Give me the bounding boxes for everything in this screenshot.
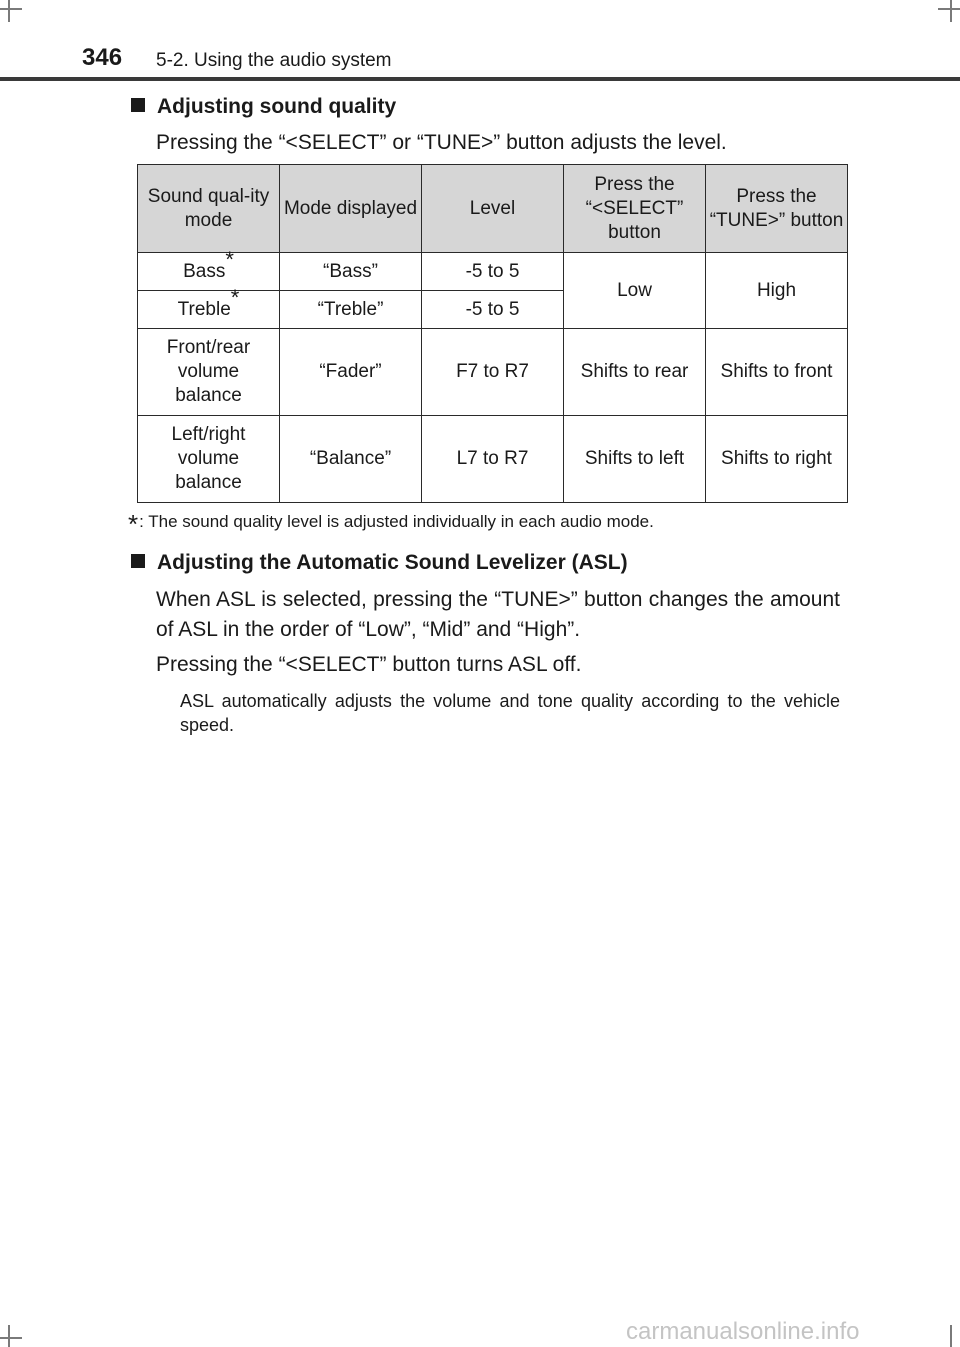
table-cell: “Treble” xyxy=(280,291,422,329)
crop-mark xyxy=(950,1325,952,1347)
cell-text: Treble xyxy=(177,298,231,320)
table-cell: Low xyxy=(564,253,706,329)
footnote-marker: * xyxy=(128,509,139,539)
footnote-marker: * xyxy=(225,247,234,273)
table-header: Press the “<SELECT” button xyxy=(564,165,706,253)
heading-asl xyxy=(131,551,628,575)
table-cell: F7 to R7 xyxy=(422,329,564,416)
watermark: carmanualsonline.info xyxy=(626,1318,860,1345)
page-number: 346 xyxy=(82,44,123,71)
table-cell xyxy=(138,285,280,329)
table-row xyxy=(138,253,848,291)
header-rule xyxy=(0,77,960,81)
square-bullet-icon xyxy=(131,98,145,112)
table-header: Mode displayed xyxy=(280,165,422,253)
crop-mark xyxy=(8,0,10,22)
crop-mark xyxy=(0,8,22,10)
cell-text: Bass xyxy=(183,260,226,282)
table-cell: Shifts to rear xyxy=(564,329,706,416)
table-header: Press the “TUNE>” button xyxy=(706,165,848,253)
crop-mark xyxy=(938,8,960,10)
sound-quality-table xyxy=(137,164,848,503)
footnote-text: : The sound quality level is adjusted individually in each audio mode. xyxy=(139,512,654,531)
table-cell: Shifts to front xyxy=(706,329,848,416)
asl-paragraph-1: When ASL is selected, pressing the “TUNE>” button changes the amount of ASL in the order of “Low”, “Mid” and “High”. xyxy=(156,588,840,641)
page-header xyxy=(0,44,960,84)
table-footnote xyxy=(128,509,654,539)
square-bullet-icon xyxy=(131,554,145,568)
table-cell xyxy=(138,247,280,291)
asl-paragraph-2: Pressing the “<SELECT” button turns ASL off. xyxy=(156,653,582,676)
crop-mark xyxy=(0,1337,22,1339)
table-cell: “Bass” xyxy=(280,253,422,291)
asl-note: ASL automatically adjusts the volume and tone quality according to the vehicle speed. xyxy=(180,691,840,735)
crop-mark xyxy=(8,1325,10,1347)
table-header-row xyxy=(138,165,848,253)
heading-text: Adjusting sound quality xyxy=(157,95,397,118)
table-row xyxy=(138,329,848,416)
footnote-marker: * xyxy=(230,285,240,311)
sound-quality-intro: Pressing the “<SELECT” or “TUNE>” button adjusts the level. xyxy=(156,131,727,154)
table-cell: High xyxy=(706,253,848,329)
table-cell: L7 to R7 xyxy=(422,416,564,503)
section-title: 5-2. Using the audio system xyxy=(156,50,392,71)
table-cell: Shifts to right xyxy=(706,416,848,503)
table-cell: -5 to 5 xyxy=(422,253,564,291)
table-cell: Shifts to left xyxy=(564,416,706,503)
heading-sound-quality xyxy=(131,95,396,119)
table-header: Level xyxy=(422,165,564,253)
table-row xyxy=(138,416,848,503)
table-cell: “Fader” xyxy=(280,329,422,416)
table-header: Sound qual-ity mode xyxy=(138,165,280,253)
table-cell: “Balance” xyxy=(280,416,422,503)
table-cell: -5 to 5 xyxy=(422,291,564,329)
heading-text: Adjusting the Automatic Sound Levelizer (ASL) xyxy=(157,551,628,574)
crop-mark xyxy=(950,0,952,22)
table-cell: Front/rear volume balance xyxy=(138,329,280,416)
table-cell: Left/right volume balance xyxy=(138,416,280,503)
